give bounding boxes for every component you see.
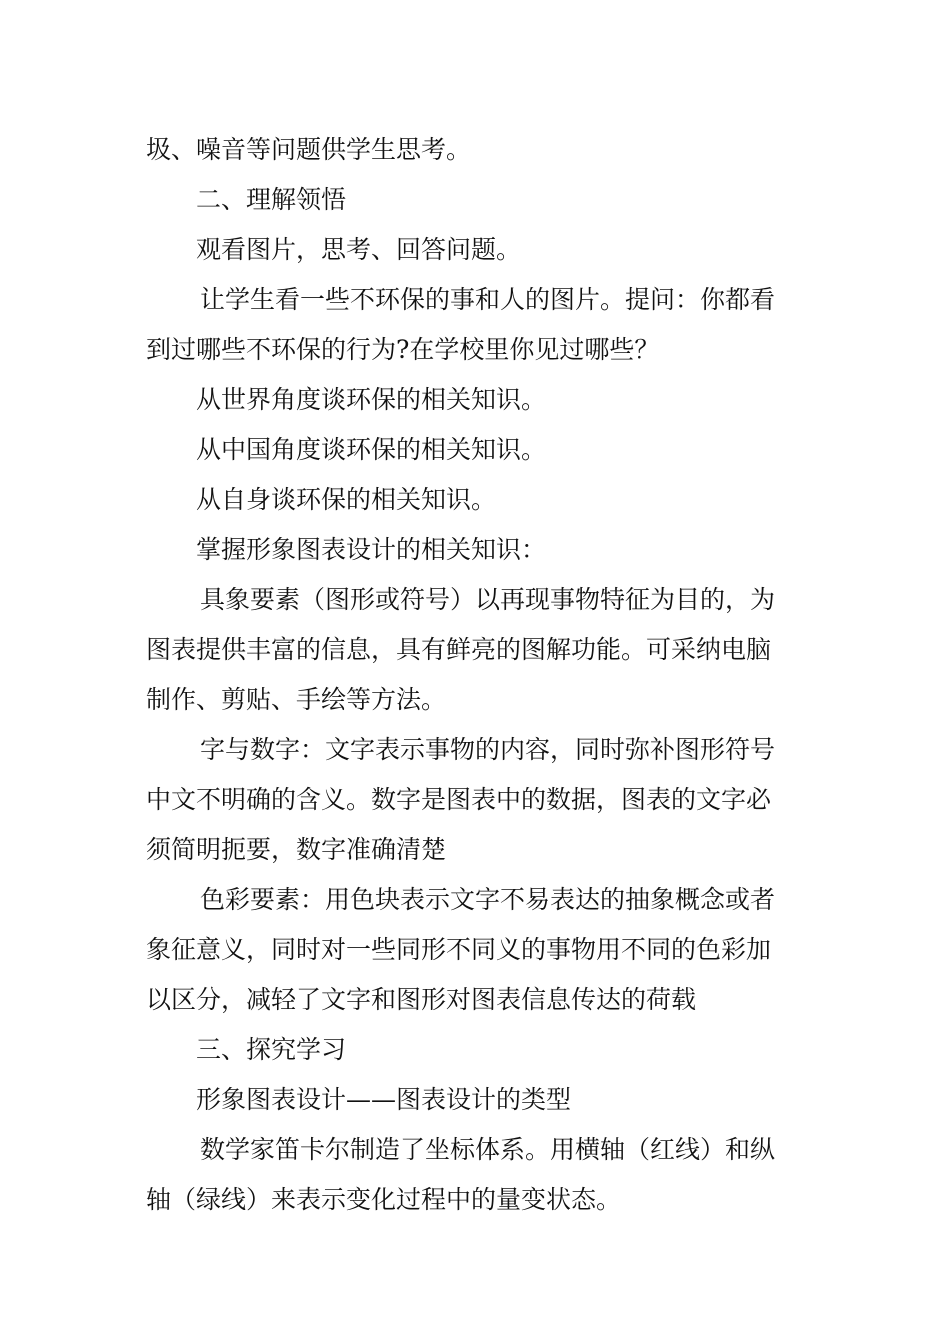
- paragraph-line: 形象图表设计——图表设计的类型: [196, 1085, 572, 1114]
- paragraph-line: 掌握形象图表设计的相关知识：: [196, 535, 547, 564]
- section-heading-exploration: 三、探究学习: [196, 1035, 347, 1064]
- paragraph-line: 字与数字：文字表示事物的内容，同时弥补图形符号: [200, 735, 776, 764]
- paragraph-line: 从中国角度谈环保的相关知识。: [196, 435, 547, 464]
- paragraph-line: 让学生看一些不环保的事和人的图片。提问：你都看: [200, 285, 776, 314]
- paragraph-line: 轴（绿线）来表示变化过程中的量变状态。: [146, 1185, 622, 1214]
- paragraph-line: 须简明扼要，数字准确清楚: [146, 835, 447, 864]
- section-heading-understanding: 二、理解领悟: [196, 185, 347, 214]
- paragraph-line: 制作、剪贴、手绘等方法。: [146, 685, 447, 714]
- paragraph-line: 以区分，减轻了文字和图形对图表信息传达的荷载: [146, 985, 697, 1014]
- paragraph-line: 圾、噪音等问题供学生思考。: [146, 135, 472, 164]
- paragraph-line: 观看图片，思考、回答问题。: [196, 235, 522, 264]
- paragraph-line: 中文不明确的含义。数字是图表中的数据，图表的文字必: [146, 785, 772, 814]
- paragraph-line: 图表提供丰富的信息，具有鲜亮的图解功能。可采纳电脑: [146, 635, 772, 664]
- paragraph-line: 色彩要素：用色块表示文字不易表达的抽象概念或者: [200, 885, 776, 914]
- paragraph-line: 从世界角度谈环保的相关知识。: [196, 385, 547, 414]
- paragraph-line: 具象要素（图形或符号）以再现事物特征为目的，为: [200, 585, 776, 614]
- paragraph-line: 到过哪些不环保的行为?在学校里你见过哪些？: [146, 335, 660, 364]
- paragraph-line: 数学家笛卡尔制造了坐标体系。用横轴（红线）和纵: [200, 1135, 776, 1164]
- paragraph-line: 从自身谈环保的相关知识。: [196, 485, 497, 514]
- paragraph-line: 象征意义，同时对一些同形不同义的事物用不同的色彩加: [146, 935, 772, 964]
